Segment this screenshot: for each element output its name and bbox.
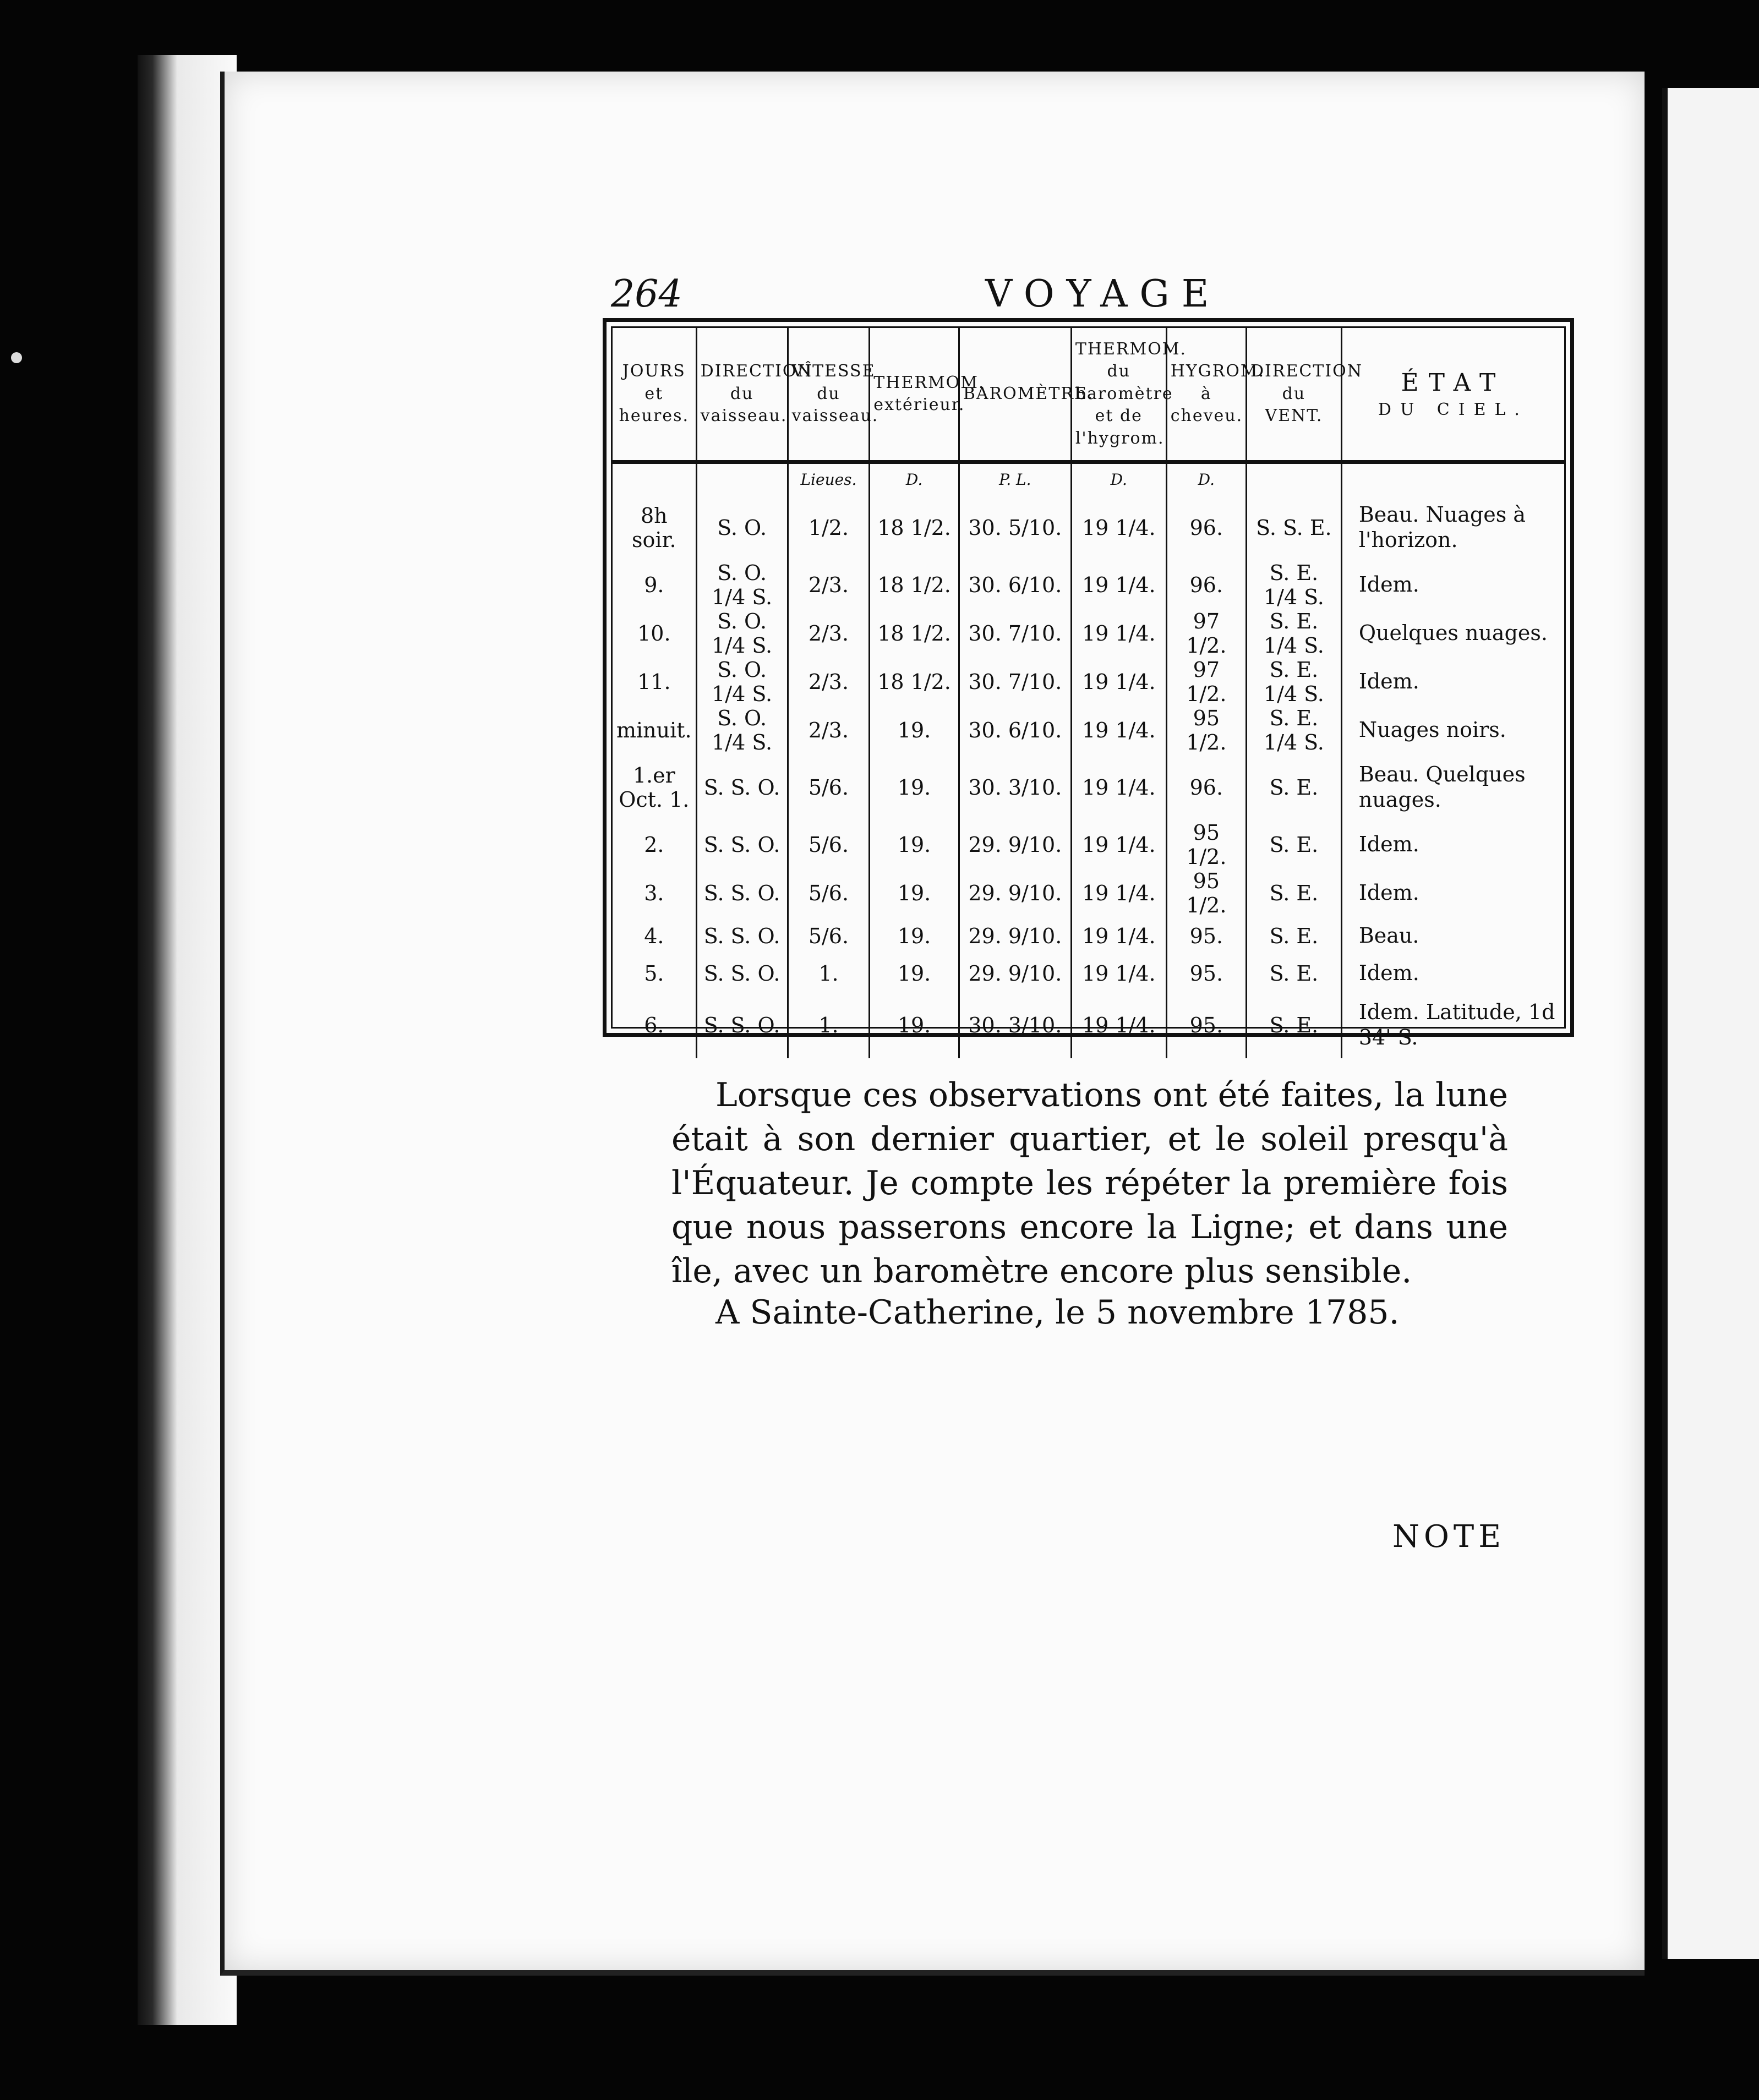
col-header-etat-ciel [1341,328,1564,462]
page-title: VOYAGE [985,272,1221,316]
units-row [613,462,1564,495]
table-cell: 19 1/4. [1071,658,1166,706]
unit-cell: D. [870,462,959,495]
table-row [613,658,1564,706]
table-cell: 4. [644,924,664,948]
etat-cell: Idem. [1341,821,1564,869]
table-cell: 29. 9/10. [959,869,1071,917]
table-cell: 19 1/4. [1071,869,1166,917]
table-cell: 30. 3/10. [959,992,1071,1058]
catchword: NOTE [1392,1519,1506,1555]
table-row [613,992,1564,1058]
table-cell: S. O. 1/4 S. [696,658,788,706]
facing-page-edge [1662,88,1759,1959]
table-cell: 30. 6/10. [959,706,1071,754]
table-cell: S. S. O. [696,955,788,992]
table-cell: S. O. [696,495,788,561]
col-header-thermom-barometre: THERMOM. du baromètre et de l'hygrom. [1071,328,1166,462]
page-number: 264 [611,272,682,316]
etat-cell: Idem. [1341,955,1564,992]
table-cell: S. O. 1/4 S. [696,609,788,658]
table-cell: S. E. [1246,754,1341,821]
table-cell: S. S. E. [1246,495,1341,561]
table-cell: 19. [870,821,959,869]
unit-cell [696,462,788,495]
etat-heading: ÉTAT [1401,369,1506,397]
table-row [613,917,1564,955]
table-cell: 2. [644,833,664,857]
table-cell: 29. 9/10. [959,821,1071,869]
col-header-vitesse: VÎTESSE du vaisseau. [788,328,870,462]
table-cell: 8h soir. [632,504,676,552]
col-header-direction-vent: DIRECTION du VENT. [1246,328,1341,462]
table-cell: 5/6. [788,754,870,821]
table-cell: 95 1/2. [1166,706,1246,754]
table-cell: 5/6. [788,821,870,869]
table-cell: 18 1/2. [870,658,959,706]
table-cell: S. O. 1/4 S. [696,561,788,609]
etat-subheading: DU CIEL. [1378,400,1528,420]
table-cell: 95 1/2. [1166,869,1246,917]
table-cell: 30. 7/10. [959,658,1071,706]
table-cell: 11. [637,670,671,694]
col-header-direction-vaisseau: DIRECTION du vaisseau. [696,328,788,462]
table-cell: 95 1/2. [1166,821,1246,869]
table-cell: 5. [644,961,664,986]
table-cell: 19 1/4. [1071,992,1166,1058]
table-cell: 6. [644,1013,664,1037]
table-cell: S. E. 1/4 S. [1246,706,1341,754]
unit-cell [1246,462,1341,495]
table-cell: S. S. O. [696,869,788,917]
etat-cell: Idem. [1341,658,1564,706]
table-cell: S. S. O. [696,992,788,1058]
table-cell: 19 1/4. [1071,609,1166,658]
table-cell: S. E. [1246,869,1341,917]
table-cell: 96. [1166,495,1246,561]
unit-cell [613,462,696,495]
paragraph-text: Lorsque ces observations ont été faites, la lune était à son dernier quartier, et le soleil presqu'à l'Équateur. Je compte les répéter la première fois que nous passerons encore la Ligne; et dans une île, avec un baromètre encore plus sensible. [671,1076,1508,1290]
table-header-row [613,328,1564,462]
table-cell: S. E. [1246,992,1341,1058]
table-cell: minuit. [616,718,692,742]
etat-cell: Idem. [1341,869,1564,917]
table-cell: 29. 9/10. [959,955,1071,992]
table-body [613,462,1564,1059]
table-cell: 19 1/4. [1071,561,1166,609]
table-cell: 18 1/2. [870,561,959,609]
table-cell: 19. [870,955,959,992]
table-cell: 97 1/2. [1166,609,1246,658]
table-row [613,609,1564,658]
table-cell: 1/2. [788,495,870,561]
unit-cell: D. [1071,462,1166,495]
table-cell: S. E. 1/4 S. [1246,658,1341,706]
table-cell: 10. [637,621,671,646]
table-cell: S. S. O. [696,754,788,821]
table-cell: 19 1/4. [1071,495,1166,561]
observation-table [613,328,1564,1058]
observation-table-border [611,326,1566,1049]
observation-table-frame [603,318,1574,1049]
table-cell: 19 1/4. [1071,754,1166,821]
table-row [613,869,1564,917]
table-cell: 3. [644,881,664,905]
col-header-barometre: BAROMÈTRE. [959,328,1071,462]
table-cell: 5/6. [788,917,870,955]
table-cell: 2/3. [788,706,870,754]
table-cell: 1. [788,992,870,1058]
table-cell: 2/3. [788,658,870,706]
body-paragraph [671,1073,1508,1293]
etat-cell: Quelques nuages. [1341,609,1564,658]
table-cell: S. O. 1/4 S. [696,706,788,754]
etat-cell: Beau. Quelques nuages. [1341,754,1564,821]
table-cell: 95. [1166,955,1246,992]
table-row [613,561,1564,609]
table-cell: 95. [1166,917,1246,955]
table-cell: 30. 5/10. [959,495,1071,561]
table-row [613,955,1564,992]
table-cell: 1. [788,955,870,992]
table-cell: 19 1/4. [1071,955,1166,992]
table-cell: S. E. [1246,821,1341,869]
etat-cell: Beau. Nuages à l'horizon. [1341,495,1564,561]
table-cell: 95. [1166,992,1246,1058]
unit-cell [1341,462,1564,495]
table-cell: S. E. 1/4 S. [1246,609,1341,658]
col-header-hygrom: HYGROM. à cheveu. [1166,328,1246,462]
table-cell: 19. [870,869,959,917]
unit-cell: Lieues. [788,462,870,495]
table-cell: 30. 6/10. [959,561,1071,609]
table-cell: 9. [644,573,664,597]
table-cell: S. E. [1246,955,1341,992]
table-cell: 29. 9/10. [959,917,1071,955]
etat-cell: Nuages noirs. [1341,706,1564,754]
table-cell: S. S. O. [696,821,788,869]
table-cell: 19. [870,992,959,1058]
scan-speck [11,352,22,363]
table-cell: 18 1/2. [870,609,959,658]
table-cell: 19. [870,917,959,955]
closing-line: A Sainte-Catherine, le 5 novembre 1785. [715,1293,1400,1332]
table-row [613,706,1564,754]
table-cell: 5/6. [788,869,870,917]
table-cell: 30. 7/10. [959,609,1071,658]
table-cell: S. E. 1/4 S. [1246,561,1341,609]
table-cell: 2/3. [788,561,870,609]
running-head [611,272,1514,322]
table-cell: 19. [870,706,959,754]
table-cell: 97 1/2. [1166,658,1246,706]
table-row [613,754,1564,821]
table-cell: 96. [1166,754,1246,821]
table-cell: 30. 3/10. [959,754,1071,821]
col-header-jours: JOURS et heures. [619,362,690,426]
table-cell: S. E. [1246,917,1341,955]
col-header-thermom-exterieur: THERMOM. extérieur. [870,328,959,462]
etat-cell: Idem. [1341,561,1564,609]
table-cell: 19. [870,754,959,821]
etat-cell: Beau. [1341,917,1564,955]
table-cell: 18 1/2. [870,495,959,561]
unit-cell: P. L. [959,462,1071,495]
table-cell: 19 1/4. [1071,821,1166,869]
table-cell: 19 1/4. [1071,706,1166,754]
table-cell: 96. [1166,561,1246,609]
unit-cell: D. [1166,462,1246,495]
etat-cell: Idem. Latitude, 1d 34' S. [1341,992,1564,1058]
table-cell: 1.er Oct. 1. [619,763,690,812]
table-cell: 2/3. [788,609,870,658]
table-cell: 19 1/4. [1071,917,1166,955]
table-cell: S. S. O. [696,917,788,955]
table-row [613,495,1564,561]
table-row [613,821,1564,869]
